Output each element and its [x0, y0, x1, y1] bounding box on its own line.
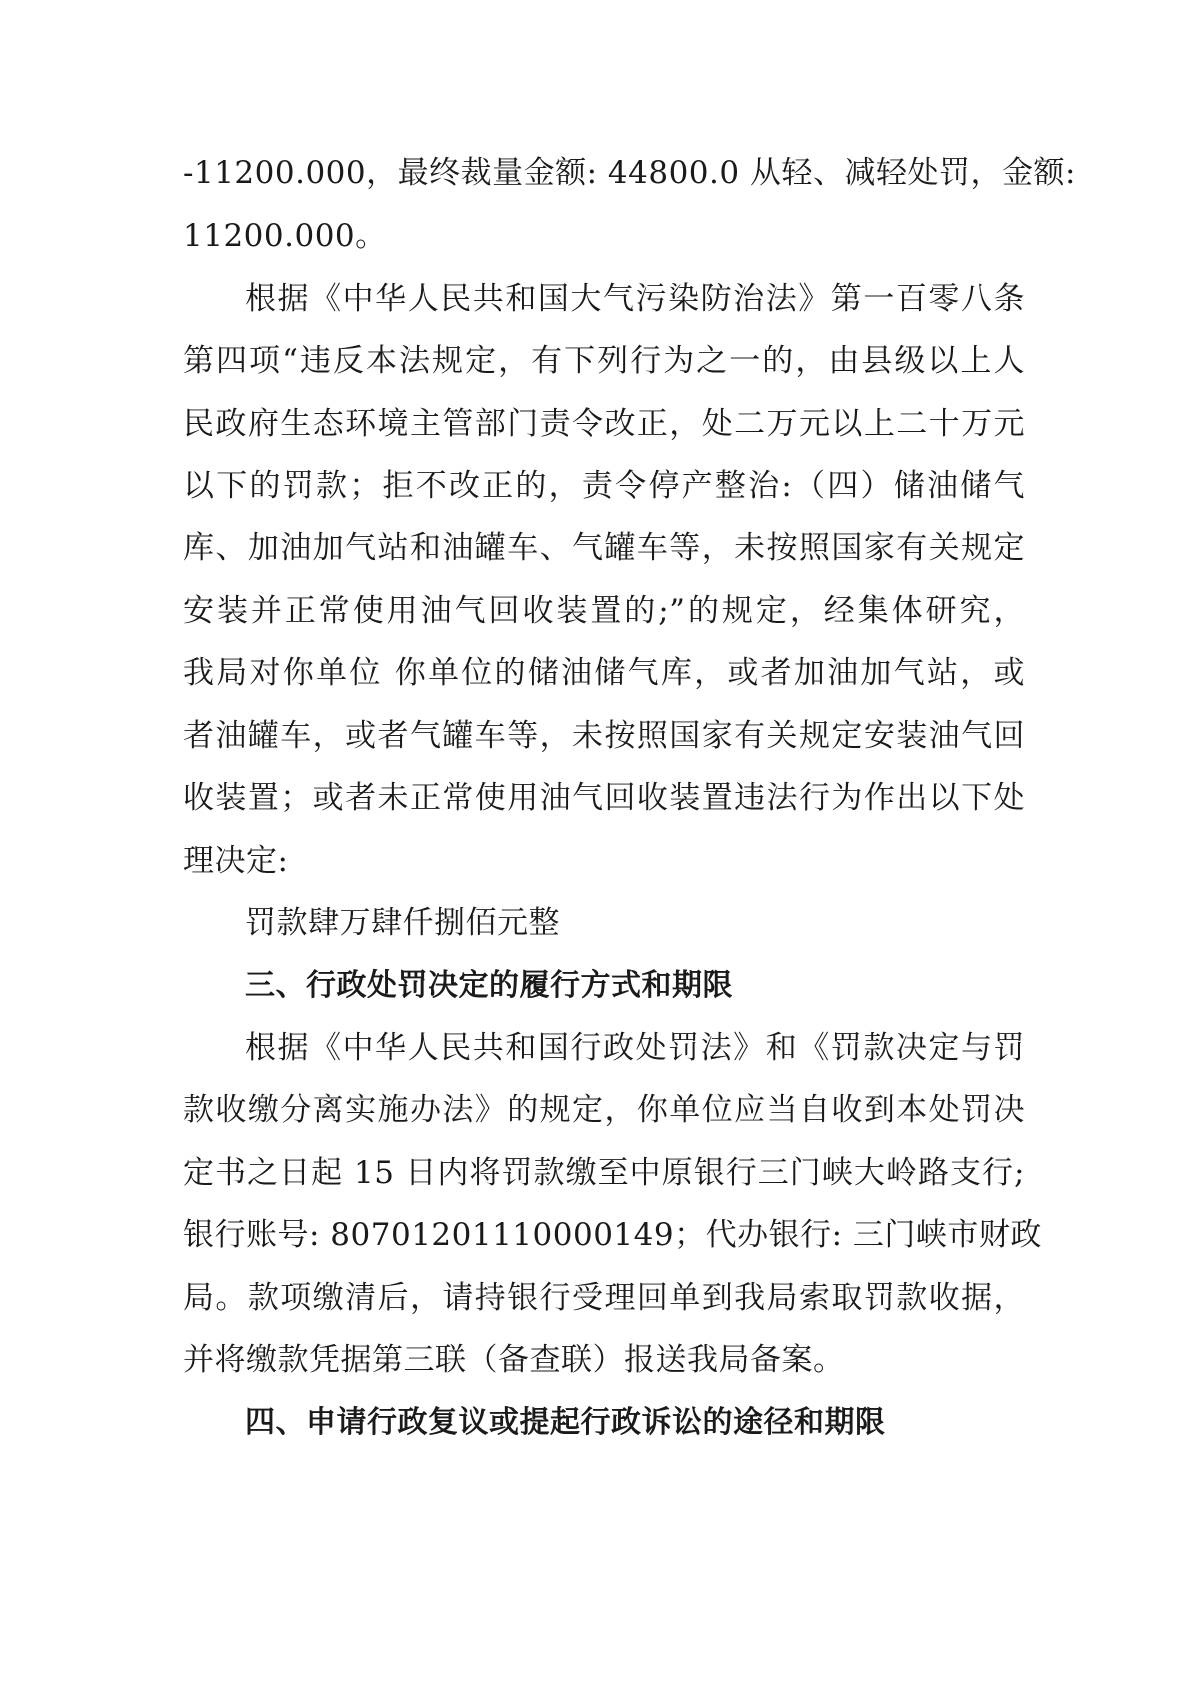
body-line: 以下的罚款；拒不改正的，责令停产整治:（四）储油储气 [183, 468, 1025, 504]
body-line: 库、加油加气站和油罐车、气罐车等，未按照国家有关规定 [183, 530, 1025, 566]
body-line: 定书之日起 15 日内将罚款缴至中原银行三门峡大岭路支行; [183, 1155, 1025, 1191]
paragraph-first-line: 根据《中华人民共和国大气污染防治法》第一百零八条 [245, 281, 1025, 317]
body-line: 理决定: [183, 843, 289, 879]
section-heading-4: 四、申请行政复议或提起行政诉讼的途径和期限 [245, 1405, 886, 1440]
paragraph-first-line: 根据《中华人民共和国行政处罚法》和《罚款决定与罚 [245, 1030, 1025, 1066]
body-line: 我局对你单位 你单位的储油储气库，或者加油加气站，或 [183, 655, 1025, 691]
penalty-amount: 罚款肆万肆仟捌佰元整 [245, 905, 560, 941]
body-line: 款收缴分离实施办法》的规定，你单位应当自收到本处罚决 [183, 1092, 1025, 1128]
body-line: -11200.000，最终裁量金额: 44800.0 从轻、减轻处罚，金额: [183, 155, 1076, 191]
body-line: 收装置；或者未正常使用油气回收装置违法行为作出以下处 [183, 780, 1025, 816]
body-line: 银行账号: 80701201110000149；代办银行: 三门峡市财政 [183, 1217, 1042, 1253]
body-line: 并将缴款凭据第三联（备查联）报送我局备案。 [183, 1342, 845, 1378]
section-heading-3: 三、行政处罚决定的履行方式和期限 [245, 968, 733, 1003]
body-line: 11200.000。 [183, 218, 387, 254]
body-line: 安装并正常使用油气回收装置的;”的规定，经集体研究， [183, 593, 1025, 629]
body-line: 者油罐车，或者气罐车等，未按照国家有关规定安装油气回 [183, 718, 1025, 754]
body-line: 民政府生态环境主管部门责令改正，处二万元以上二十万元 [183, 406, 1025, 442]
body-line: 第四项“违反本法规定，有下列行为之一的，由县级以上人 [183, 343, 1025, 379]
body-line: 局。款项缴清后，请持银行受理回单到我局索取罚款收据， [183, 1280, 1025, 1316]
